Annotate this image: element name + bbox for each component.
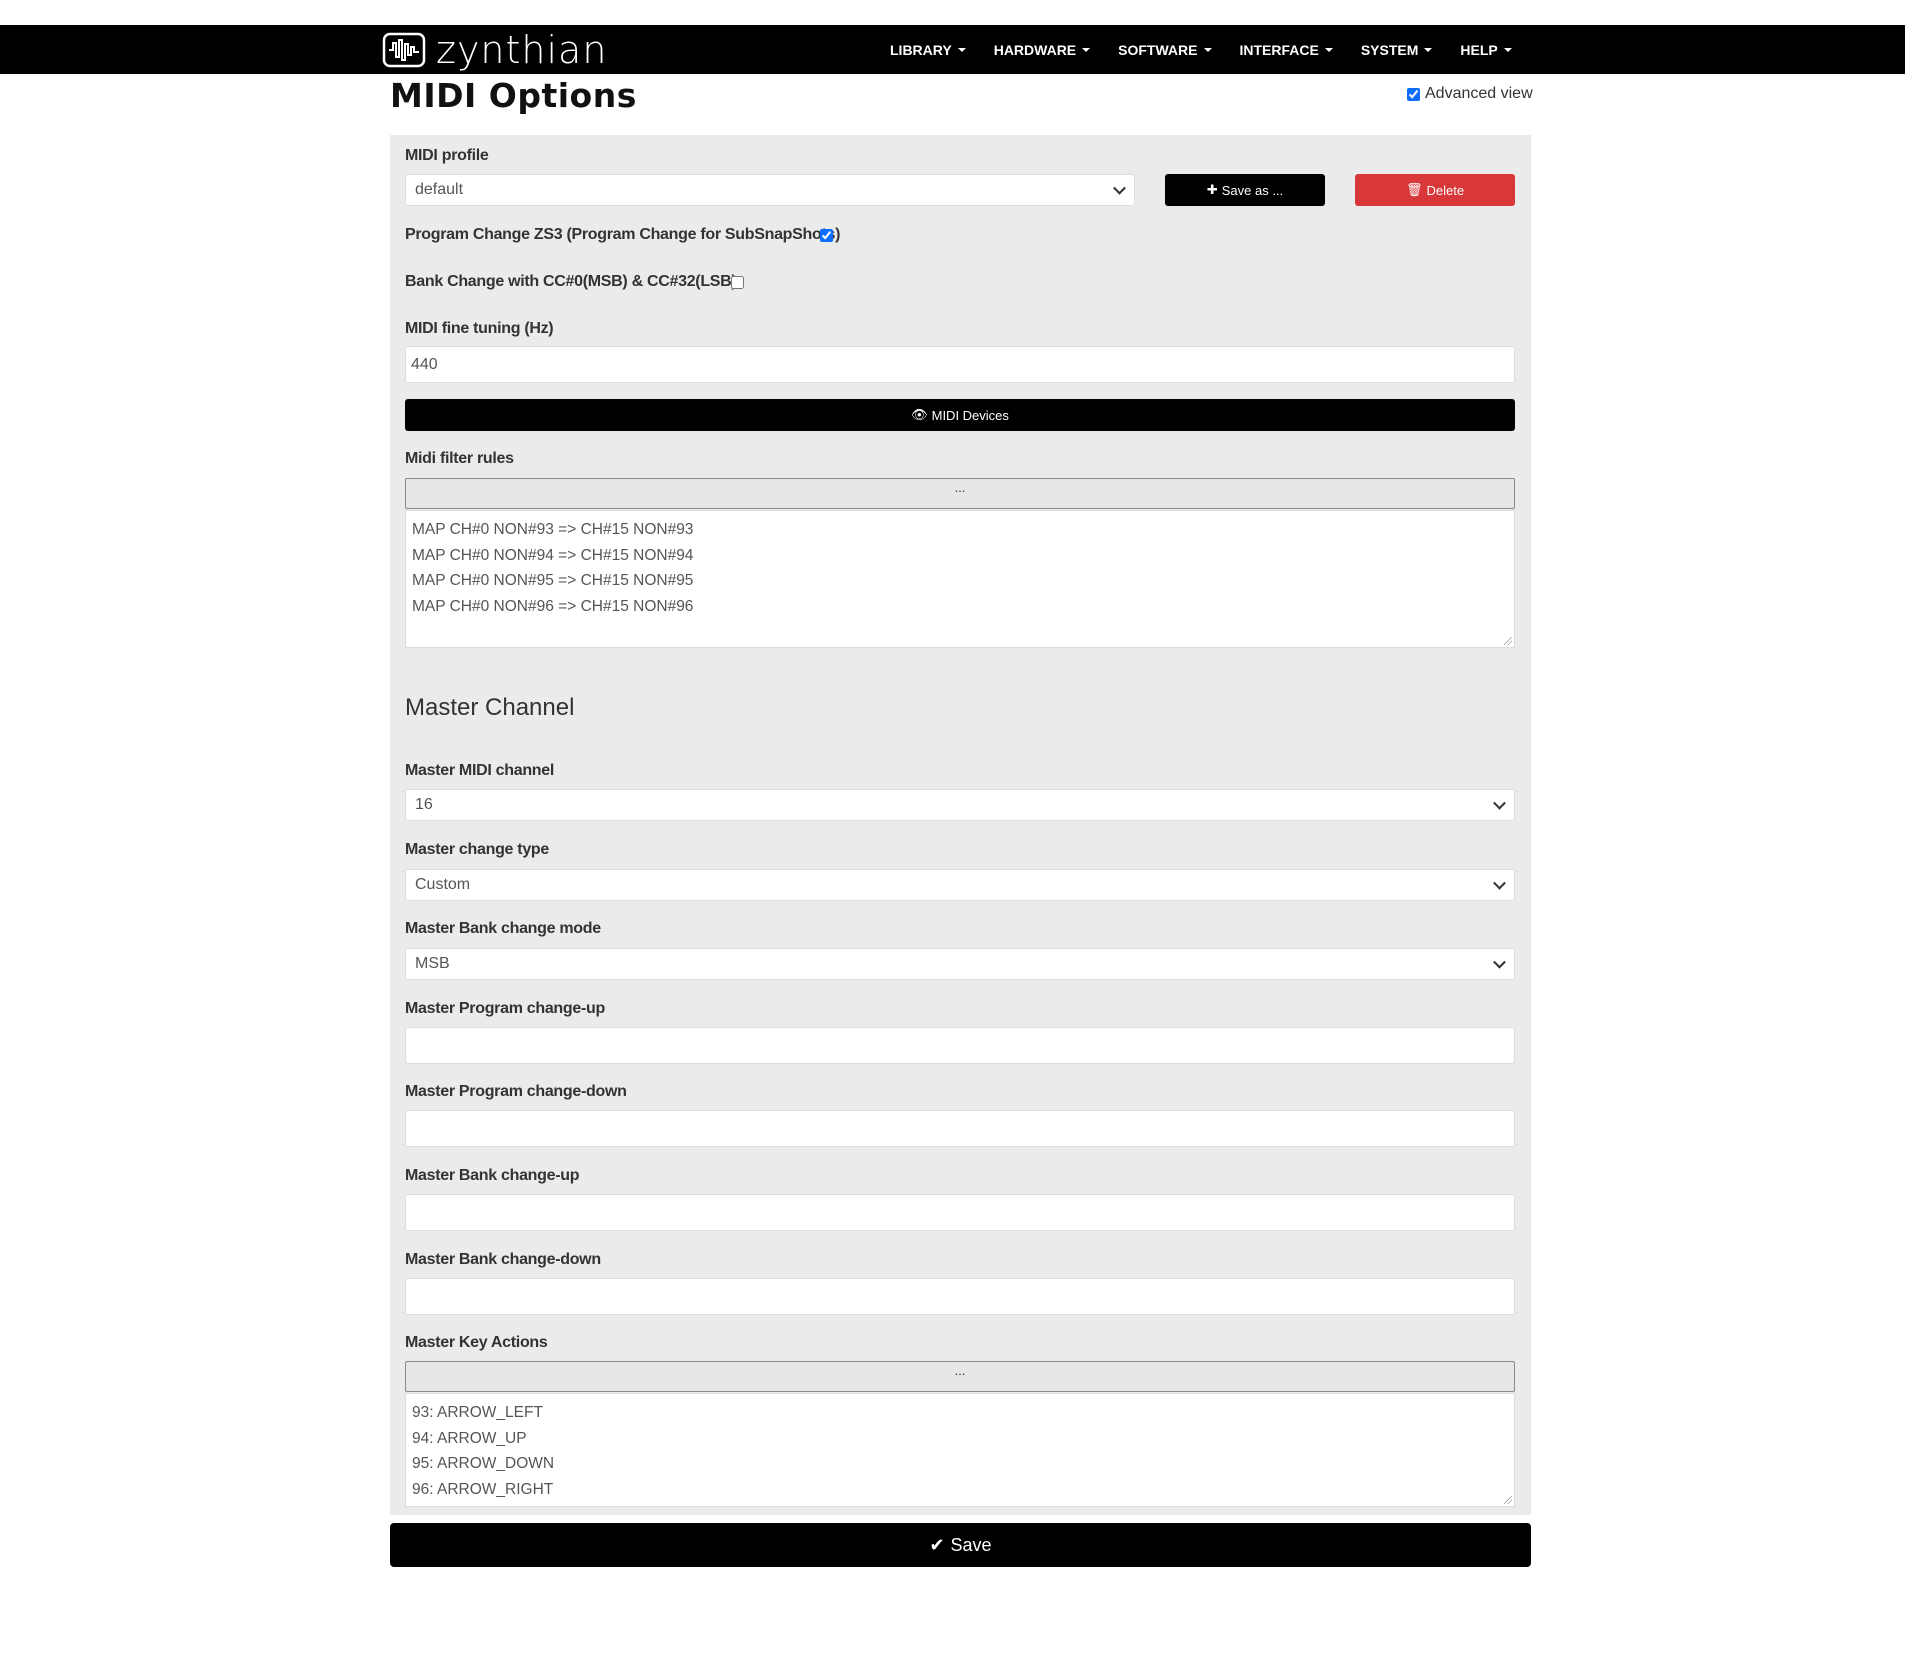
fine-tuning-value: 440: [411, 355, 438, 373]
filter-rules-expand-button[interactable]: [405, 478, 1515, 509]
midi-devices-button[interactable]: [405, 399, 1515, 431]
master-midi-channel-value: 16: [415, 796, 433, 813]
key-actions-textarea[interactable]: [405, 1393, 1515, 1507]
delete-label: Delete: [1426, 182, 1465, 198]
nav-system-label: SYSTEM: [1360, 41, 1419, 58]
waveform-logo-icon: [382, 31, 426, 69]
advanced-view-toggle[interactable]: [1407, 85, 1533, 103]
save-as-label: Save as ...: [1221, 182, 1284, 198]
master-bank-change-mode-label: Master Bank change mode: [405, 920, 601, 937]
bank-change-cc-label: Bank Change with CC#0(MSB) & CC#32(LSB): [405, 273, 737, 290]
master-bank-change-up-input[interactable]: [405, 1194, 1515, 1231]
page-title: MIDI Options: [390, 76, 637, 115]
chevron-down-icon: [1113, 182, 1126, 195]
caret-down-icon: [1204, 48, 1212, 52]
caret-down-icon: [1504, 48, 1512, 52]
nav-library-label: LIBRARY: [890, 41, 952, 58]
key-actions-expand-button[interactable]: [405, 1361, 1515, 1392]
master-midi-channel-label: Master MIDI channel: [405, 762, 555, 779]
nav-hardware[interactable]: [994, 42, 1090, 58]
plus-icon: ✚: [1206, 182, 1218, 197]
caret-down-icon: [1082, 48, 1090, 52]
midi-devices-label: MIDI Devices: [931, 407, 1009, 423]
master-program-change-down-label: Master Program change-down: [405, 1083, 627, 1100]
master-midi-channel-select[interactable]: [405, 789, 1515, 821]
brand-name: zynthian: [436, 28, 608, 72]
filter-rule-line: MAP CH#0 NON#93 => CH#15 NON#93: [412, 521, 694, 538]
nav-software[interactable]: [1118, 42, 1211, 58]
checkmark-icon: ✔: [929, 1534, 945, 1555]
filter-rules-textarea[interactable]: [405, 510, 1515, 648]
save-as-button[interactable]: [1165, 174, 1325, 206]
master-bank-change-mode-select[interactable]: [405, 948, 1515, 980]
key-actions-expand-label: ...: [954, 1363, 966, 1378]
advanced-view-label: Advanced view: [1425, 85, 1533, 102]
filter-rule-line: MAP CH#0 NON#95 => CH#15 NON#95: [412, 572, 694, 590]
nav-interface-label: INTERFACE: [1239, 41, 1319, 58]
midi-profile-select[interactable]: [405, 174, 1135, 206]
master-bank-change-down-input[interactable]: [405, 1278, 1515, 1315]
master-bank-change-mode-value: MSB: [415, 955, 450, 972]
master-bank-change-up-label: Master Bank change-up: [405, 1167, 580, 1184]
midi-profile-value: default: [415, 181, 464, 198]
save-label: Save: [950, 1534, 992, 1555]
program-change-zs3-label: Program Change ZS3 (Program Change for SubSnapShots): [405, 226, 841, 243]
eye-icon: 👁: [911, 407, 928, 422]
resize-grip-icon[interactable]: [1504, 1496, 1512, 1504]
chevron-down-icon: [1493, 797, 1506, 810]
filter-rule-line: MAP CH#0 NON#96 => CH#15 NON#96: [412, 598, 694, 616]
save-button[interactable]: [390, 1523, 1531, 1567]
key-action-line: 96: ARROW_RIGHT: [412, 1481, 554, 1499]
main-menu: [890, 25, 1540, 74]
program-change-zs3-checkbox[interactable]: [820, 229, 833, 242]
chevron-down-icon: [1493, 956, 1506, 969]
bank-change-cc-checkbox[interactable]: [731, 276, 744, 289]
resize-grip-icon[interactable]: [1504, 637, 1512, 645]
master-program-change-up-input[interactable]: [405, 1027, 1515, 1064]
brand-logo[interactable]: [382, 28, 608, 72]
nav-help[interactable]: [1460, 42, 1511, 58]
top-navbar: [0, 25, 1905, 74]
master-bank-change-down-label: Master Bank change-down: [405, 1251, 601, 1268]
master-change-type-select[interactable]: [405, 869, 1515, 901]
key-action-line: 95: ARROW_DOWN: [412, 1455, 555, 1473]
master-program-change-down-input[interactable]: [405, 1110, 1515, 1147]
midi-options-panel: [390, 135, 1531, 1515]
master-program-change-up-label: Master Program change-up: [405, 1000, 605, 1017]
caret-down-icon: [1325, 48, 1333, 52]
midi-profile-label: MIDI profile: [405, 147, 489, 164]
master-key-actions-label: Master Key Actions: [405, 1334, 548, 1351]
chevron-down-icon: [1493, 877, 1506, 890]
caret-down-icon: [958, 48, 966, 52]
nav-interface[interactable]: [1240, 42, 1333, 58]
master-change-type-value: Custom: [415, 876, 471, 893]
master-channel-heading: Master Channel: [405, 694, 575, 721]
delete-button[interactable]: [1355, 174, 1515, 206]
key-action-line: 93: ARROW_LEFT: [412, 1404, 543, 1421]
key-action-line: 94: ARROW_UP: [412, 1429, 527, 1447]
nav-software-label: SOFTWARE: [1118, 41, 1198, 58]
fine-tuning-label: MIDI fine tuning (Hz): [405, 320, 554, 337]
advanced-view-checkbox[interactable]: [1407, 88, 1420, 101]
master-change-type-label: Master change type: [405, 841, 549, 858]
fine-tuning-input[interactable]: [405, 346, 1515, 383]
caret-down-icon: [1424, 48, 1432, 52]
filter-rule-line: MAP CH#0 NON#94 => CH#15 NON#94: [412, 546, 694, 564]
filter-rules-expand-label: ...: [954, 480, 966, 495]
nav-help-label: HELP: [1460, 41, 1498, 58]
trash-icon: 🗑: [1405, 182, 1423, 197]
filter-rules-label: Midi filter rules: [405, 450, 514, 467]
nav-hardware-label: HARDWARE: [993, 41, 1077, 58]
nav-system[interactable]: [1361, 42, 1433, 58]
nav-library[interactable]: [890, 42, 966, 58]
